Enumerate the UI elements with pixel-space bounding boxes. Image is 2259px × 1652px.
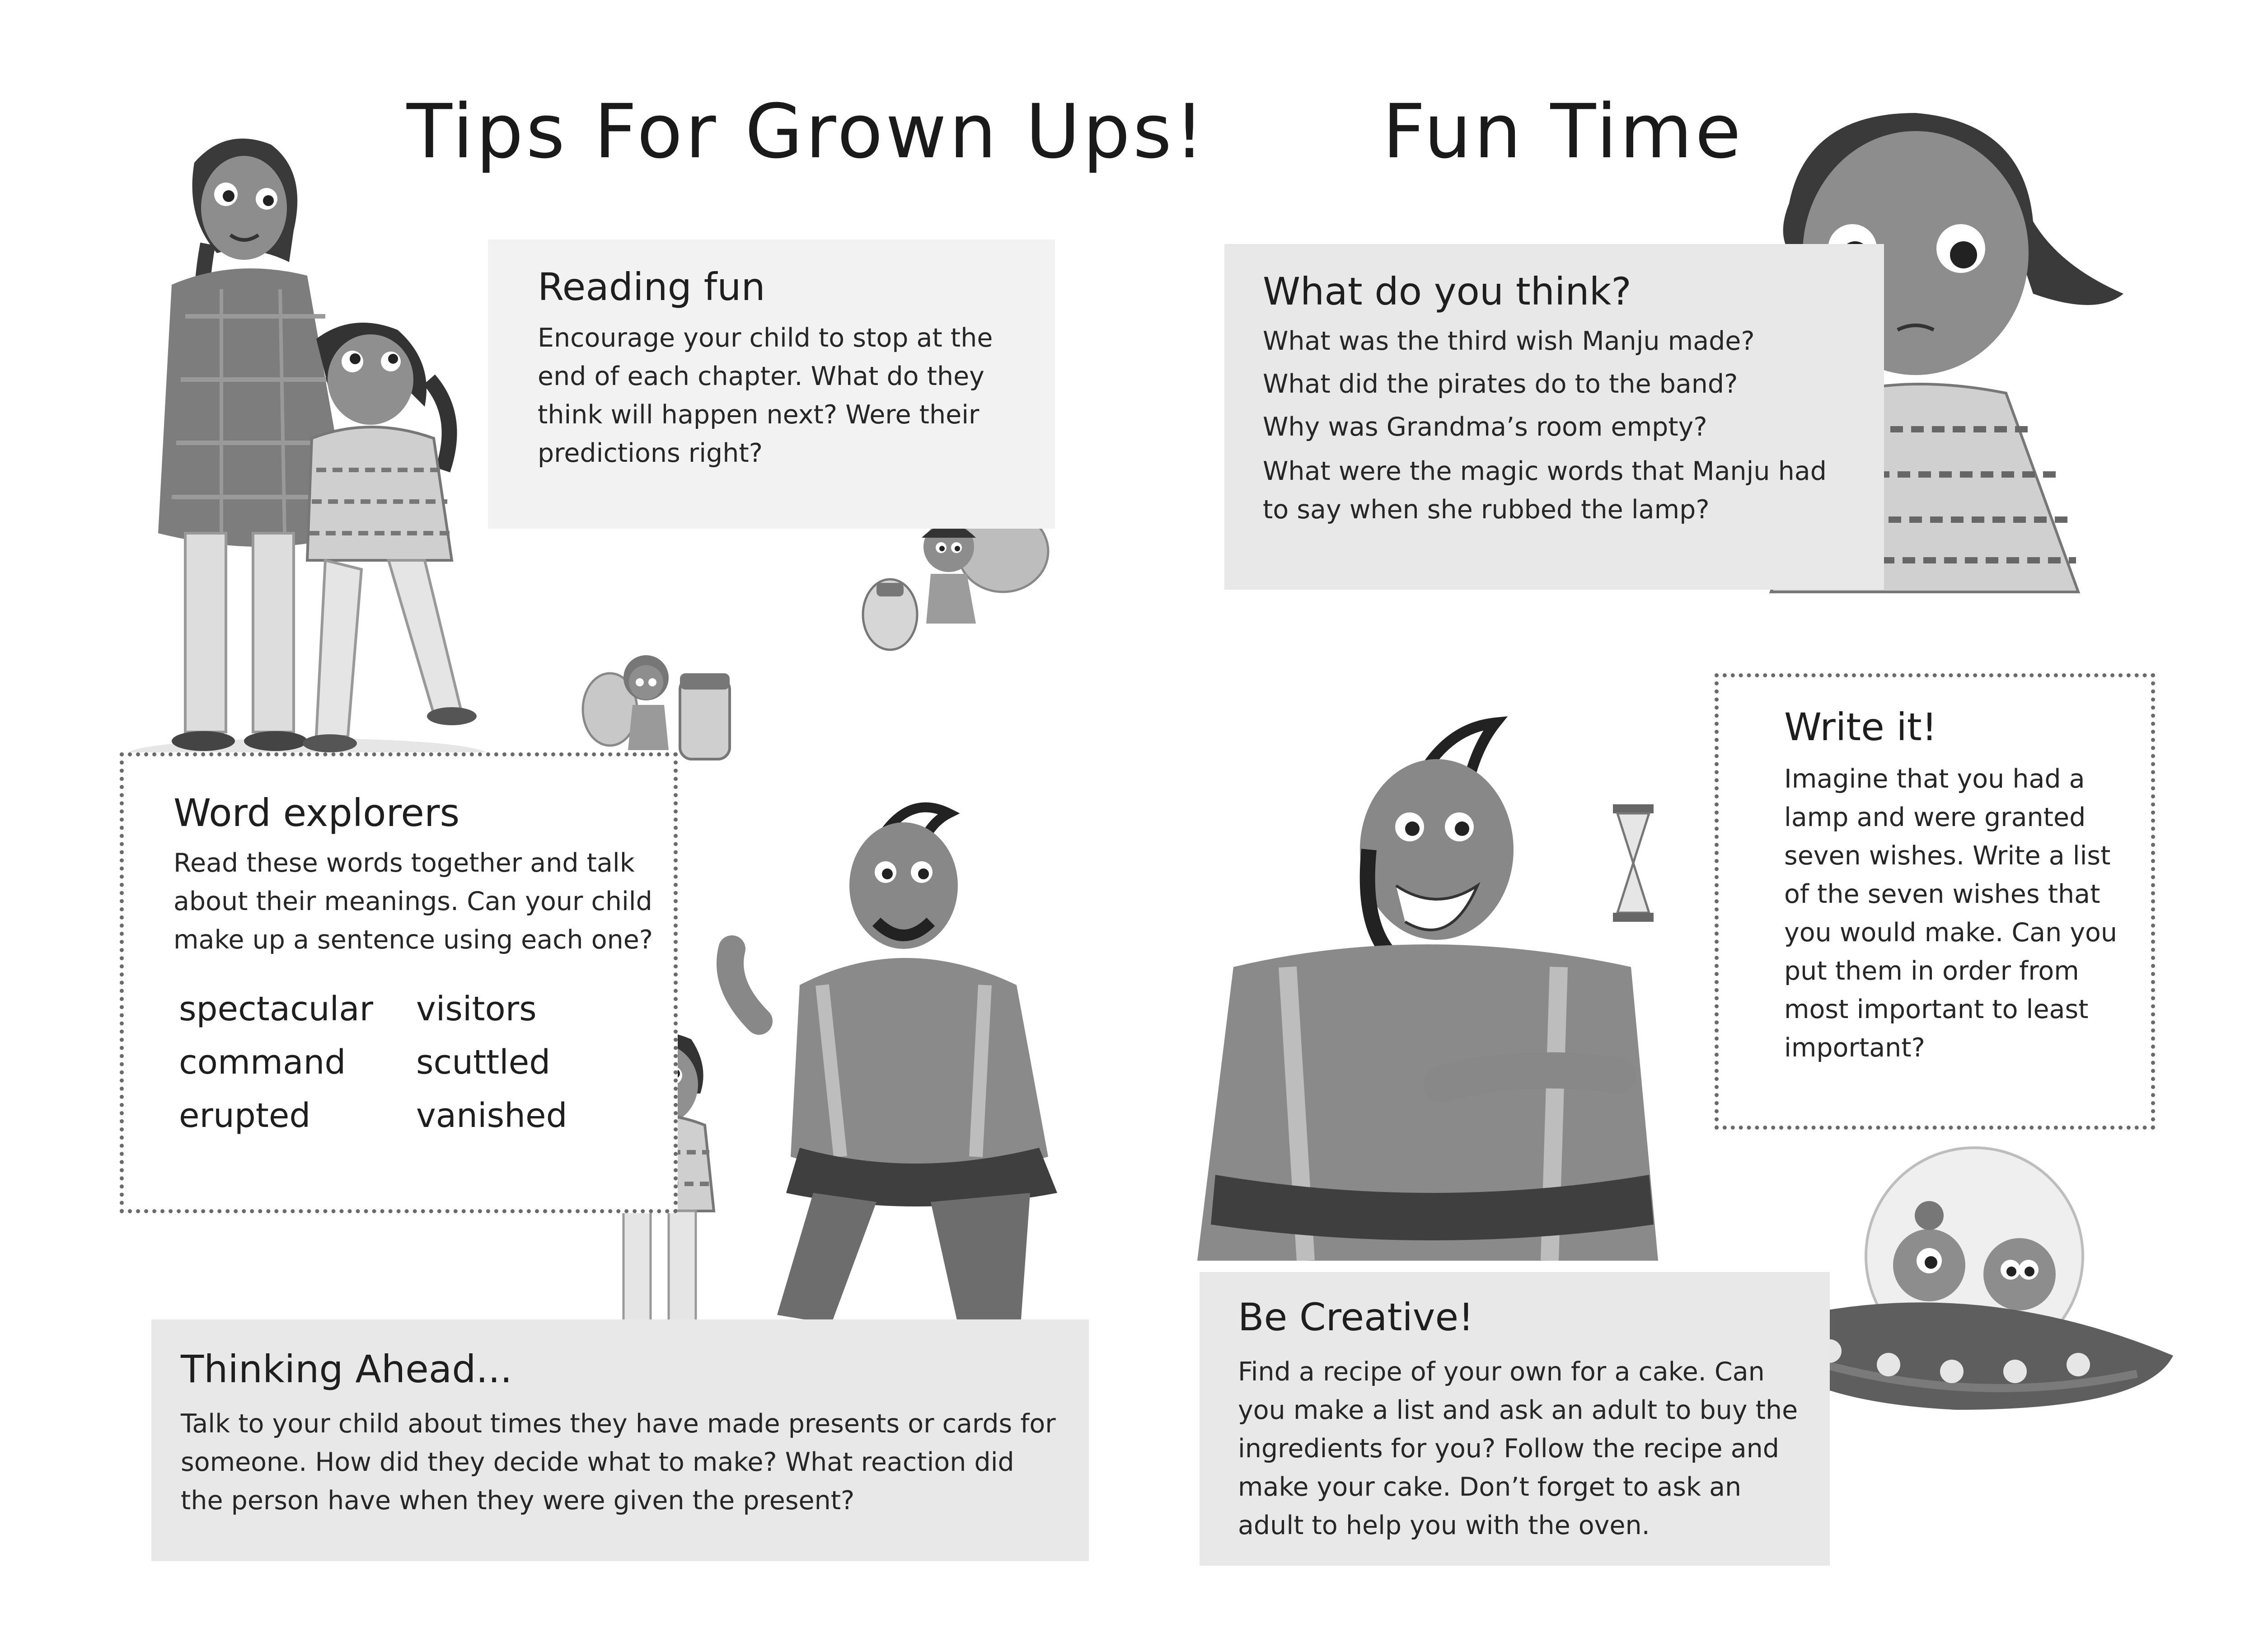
vocabulary-word: erupted xyxy=(179,1096,311,1135)
thinking-ahead-heading: Thinking Ahead... xyxy=(181,1347,512,1391)
write-it-text: Imagine that you had a lamp and were granted seven wishes. Write a list of the seven wishes that you would make. Can you put them in order from most important to least important? xyxy=(1784,764,2118,1063)
left-page-title: Tips For Grown Ups! xyxy=(407,88,1207,175)
reading-fun-text: Encourage your child to stop at the end of each chapter. What do they think will happen next? Were their predictions right? xyxy=(538,323,993,468)
vocabulary-word: visitors xyxy=(416,989,537,1028)
question-item: What was the third wish Manju made? xyxy=(1263,326,1755,356)
right-page-title: Fun Time xyxy=(1383,88,1744,175)
genie-with-hourglass-illustration xyxy=(1197,714,1721,1261)
word-explorers-text: Read these words together and talk about their meanings. Can your child make up a sentence using each one? xyxy=(173,848,653,955)
vocabulary-word: scuttled xyxy=(416,1042,551,1082)
reading-fun-heading: Reading fun xyxy=(538,265,765,309)
vocabulary-word: spectacular xyxy=(179,989,374,1028)
question-list xyxy=(1263,320,1852,529)
vocabulary-word: vanished xyxy=(416,1096,567,1135)
vocabulary-word-list xyxy=(179,986,656,1138)
write-it-box xyxy=(1715,673,2155,1130)
question-item: What were the magic words that Manju had to say when she rubbed the lamp? xyxy=(1263,456,1827,525)
be-creative-box xyxy=(1200,1272,1830,1566)
question-item: Why was Grandma’s room empty? xyxy=(1263,412,1707,442)
reading-fun-box xyxy=(488,239,1055,529)
question-item: What did the pirates do to the band? xyxy=(1263,369,1738,399)
mother-and-daughter-illustration xyxy=(117,127,506,786)
be-creative-text: Find a recipe of your own for a cake. Can you make a list and ask an adult to buy the ingredients for you? Follow the recipe and make your cake. Don’t forget to ask an adult to help you with the oven. xyxy=(1238,1356,1798,1540)
word-explorers-box xyxy=(120,752,678,1213)
what-do-you-think-heading: What do you think? xyxy=(1263,269,1631,314)
thinking-ahead-text: Talk to your child about times they have made presents or cards for someone. How did they decide what to make? What reaction did the person have when they were given the present? xyxy=(181,1408,1056,1516)
write-it-heading: Write it! xyxy=(1784,705,1937,749)
what-do-you-think-box xyxy=(1224,244,1884,590)
word-explorers-heading: Word explorers xyxy=(173,791,460,835)
be-creative-heading: Be Creative! xyxy=(1238,1295,1474,1339)
vocabulary-word: command xyxy=(179,1042,346,1082)
thinking-ahead-box xyxy=(151,1319,1089,1561)
